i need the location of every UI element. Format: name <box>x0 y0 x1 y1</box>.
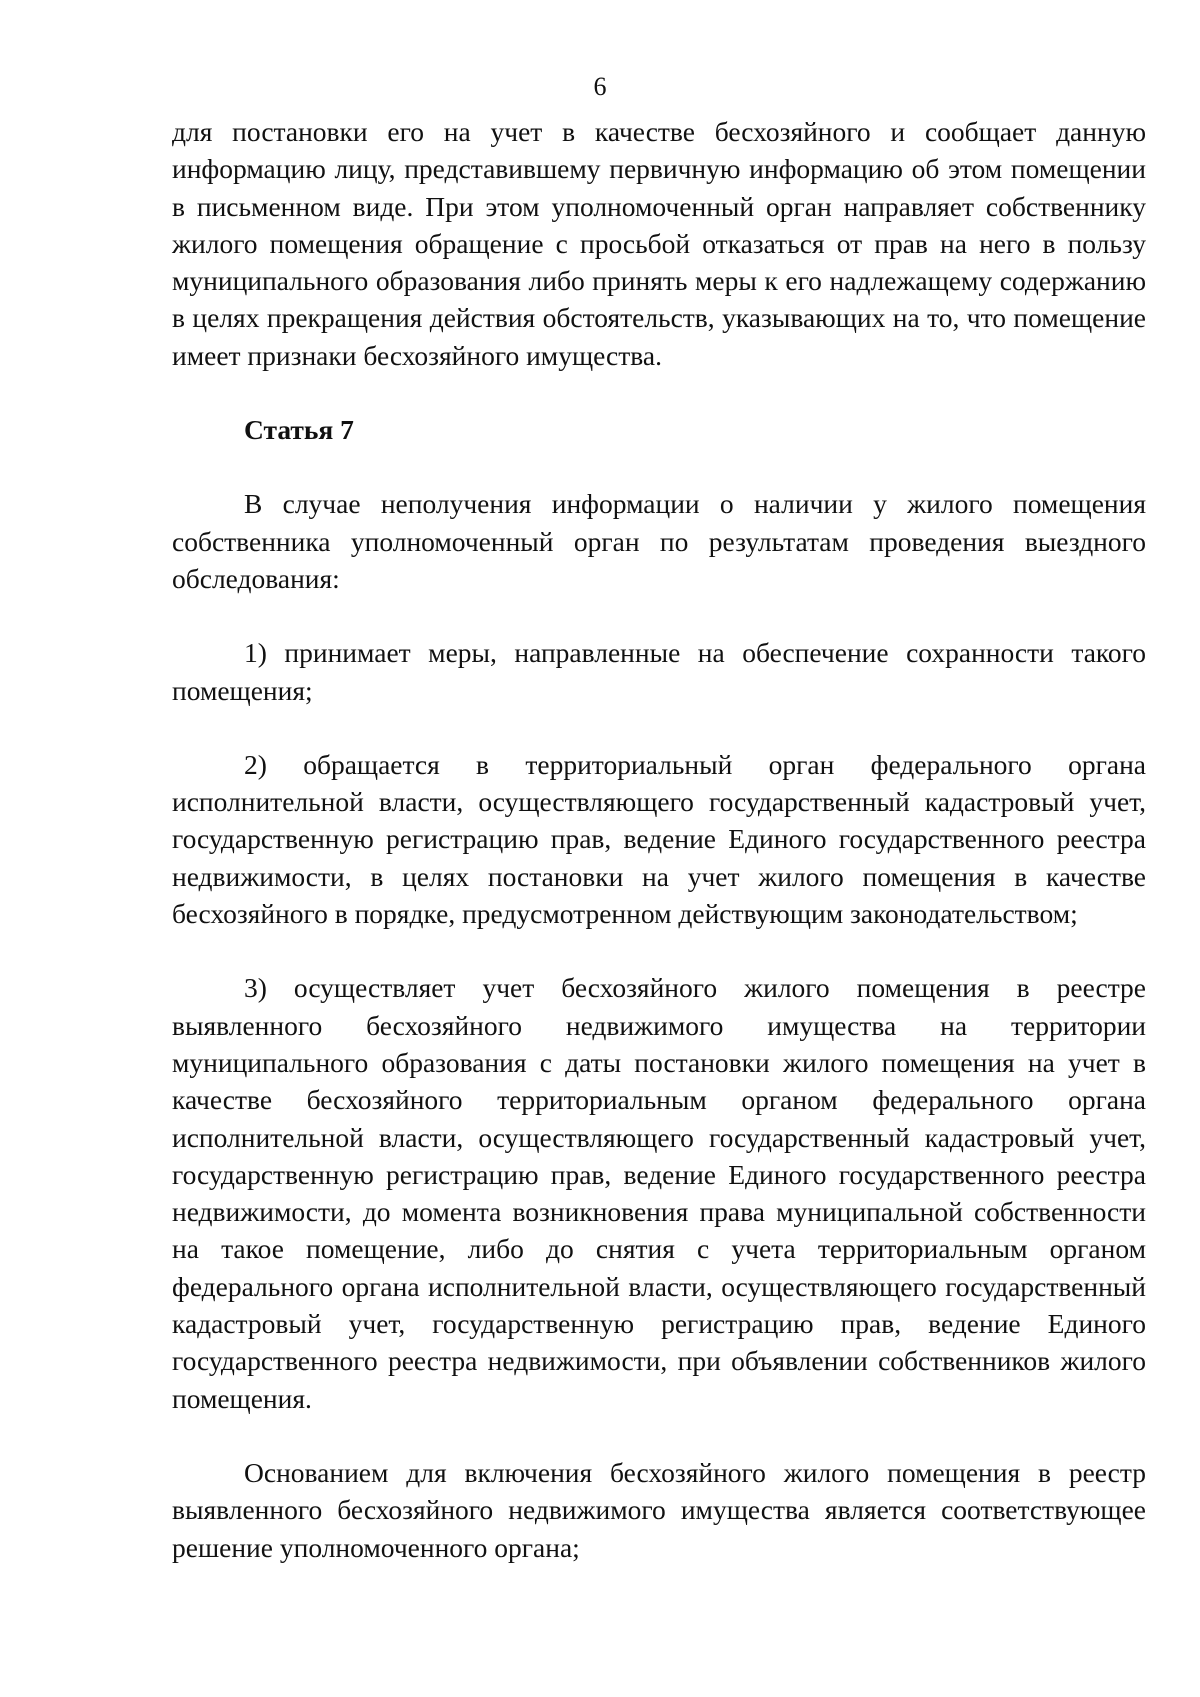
article-lead-paragraph: В случае неполучения информации о наличии у жилого помещения собственника уполномоченный орган по результатам проведения выездного обследования: <box>172 488 1146 594</box>
article-heading: Статья 7 <box>244 414 354 446</box>
spacer <box>172 448 1146 485</box>
intro-paragraph: для постановки его на учет в качестве бесхозяйного и сообщает данную информацию лицу, представившему первичную информацию об этом помещении в письменном виде. При этом уполномоченный орган направляет собственнику жилого помещения обращение с просьбой отказаться от прав на него в пользу муниципального образования либо принять меры к его надлежащему содержанию в целях прекращения действия обстоятельств, указывающих на то, что помещение имеет признаки бесхозяйного имущества. <box>172 116 1146 371</box>
spacer <box>172 709 1146 746</box>
list-item-2: 2) обращается в территориальный орган федерального органа исполнительной власти, осуществляющего государственный кадастровый учет, государственную регистрацию прав, ведение Единого государственного реестра недвижимости, в целях постановки на учет жилого помещения в качестве бесхозяйного в порядке, предусмотренном действующим законодательством; <box>172 748 1146 930</box>
spacer <box>172 932 1146 969</box>
list-item-1: 1) принимает меры, направленные на обеспечение сохранности такого помещения; <box>172 637 1146 706</box>
spacer <box>172 597 1146 634</box>
spacer <box>172 374 1146 411</box>
page-number: 6 <box>593 72 607 101</box>
list-item-3: 3) осуществляет учет бесхозяйного жилого помещения в реестре выявленного бесхозяйного недвижимого имущества на территории муниципального образования с даты постановки жилого помещения на учет в качестве бесхозяйного территориальным органом федерального органа исполнительной власти, осуществляющего государственный кадастровый учет, государственную регистрацию прав, ведение Единого государственного реестра недвижимости, до момента возникновения права муниципальной собственности на такое помещение, либо до снятия с учета территориальным органом федерального органа исполнительной власти, осуществляющего государственный кадастровый учет, государственную регистрацию прав, ведение Единого государственного реестра недвижимости, при объявлении собственников жилого помещения. <box>172 972 1146 1414</box>
spacer <box>172 1417 1146 1454</box>
document-body <box>172 113 1146 1566</box>
closing-paragraph: Основанием для включения бесхозяйного жилого помещения в реестр выявленного бесхозяйного недвижимого имущества является соответствующее решение уполномоченного органа; <box>172 1456 1146 1563</box>
